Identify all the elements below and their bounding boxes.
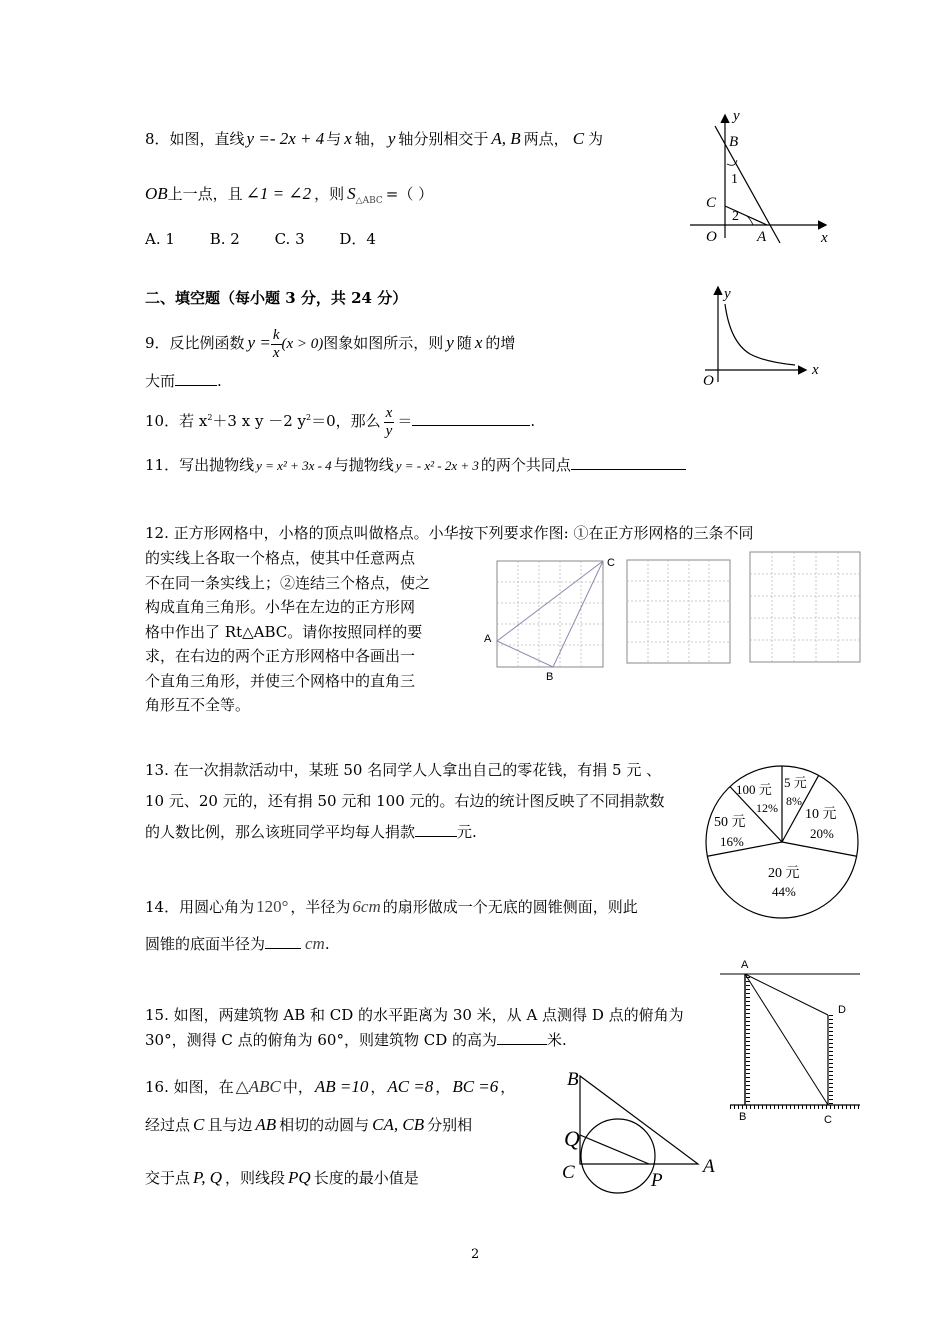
q15-line1: 15. 如图，两建筑物 AB 和 CD 的水平距离为 30 米，从 A 点测得 D 点的俯角为 xyxy=(145,1006,684,1024)
pie-label-100: 100 元 xyxy=(736,782,772,797)
q14-line2: 圆锥的底面半径为 cm. xyxy=(145,934,330,953)
q11: 11．写出抛物线 y = x² + 3x - 4 与抛物线 y = - x² - 2x + 3 的两个共同点 xyxy=(145,454,686,475)
q16-figure xyxy=(555,1062,730,1197)
pie-label-10: 10 元 xyxy=(805,807,837,822)
q8-fig-angle2: 2 xyxy=(732,209,739,224)
q16-line3: 交于点 P, Q ，则线段 PQ 长度的最小值是 xyxy=(145,1168,419,1187)
q8-fig-a: A xyxy=(757,229,767,245)
q12-grids xyxy=(480,550,875,685)
q8-option-d: D．4 xyxy=(339,230,376,248)
q9-fig-o: O xyxy=(703,373,714,389)
q8-fig-angle1: 1 xyxy=(731,172,738,187)
q11-answer-blank[interactable] xyxy=(571,469,686,470)
q9-line1: 9．反比例函数 y = $\frac{k}{x}$ (x > 0)图象如图所示，则 y 随 x 的增 xyxy=(145,326,516,361)
q12-grid-left xyxy=(484,557,615,683)
q12-body: 的实线上各取一个格点，使其中任意两点 不在同一条实线上；②连结三个格点，使之 构成直角三角形。小华在左边的正方形网 格中作出了 Rt△ABC。请你按照同样的要 求，在右边的两个正方形网格中各画出一 个直角三角形，并使三个网格中的直角三 角形互不全等。 xyxy=(145,549,431,714)
q15-line2: 30°，测得 C 点的俯角为 60°，则建筑物 CD 的高为 米. xyxy=(145,1031,567,1049)
pie-pct-5: 8% xyxy=(786,794,802,808)
q8-fig-x: x xyxy=(821,230,828,246)
q15-fig-d: D xyxy=(838,1004,846,1016)
q10-fraction: $\frac{x}{y}$ xyxy=(385,404,393,439)
q13-answer-blank[interactable] xyxy=(415,836,457,837)
q8-fig-b: B xyxy=(729,134,739,150)
q15-answer-blank[interactable] xyxy=(497,1044,547,1045)
q13-pie-chart xyxy=(700,760,865,925)
q9-fig-y: y xyxy=(724,286,731,302)
q8-line1: 8．如图，直线 y =- 2x + 4 与 x 轴， y 轴分别相交于 A, B 两点， C 为 xyxy=(145,129,604,148)
page-number: 2 xyxy=(471,1247,480,1262)
q15-fig-b: B xyxy=(739,1111,747,1123)
q15-fig-a: A xyxy=(741,959,749,971)
q8-option-a: A. 1 xyxy=(145,230,175,248)
q15-figure xyxy=(715,955,865,1130)
q8-figure xyxy=(685,108,845,248)
q8-line2: OB上一点，且 ∠1 = ∠2 ，则 $S_{\triangle ABC}$ =（ ） xyxy=(145,184,434,206)
q9-fig-x: x xyxy=(812,362,819,378)
q8-options xyxy=(145,228,376,249)
pie-label-50: 50 元 xyxy=(714,815,746,830)
q13-text: 13. 在一次捐款活动中，某班 50 名同学人人拿出自己的零花钱，有捐 5 元 、 10 元、20 元的，还有捐 50 元和 100 元的。右边的统计图反映了不同捐款数 的人数比例，那么该班同学平均每人捐款 元. xyxy=(145,761,665,841)
q16-fig-b: B xyxy=(567,1069,579,1090)
q12-fig-b: B xyxy=(546,671,554,683)
q15-fig-c: C xyxy=(824,1114,832,1126)
q12-fig-a: A xyxy=(484,633,492,645)
q9-answer-blank[interactable] xyxy=(175,385,217,386)
pie-pct-20: 44% xyxy=(772,884,796,899)
q16-fig-a: A xyxy=(703,1156,715,1177)
q10: 10．若 $x^2+3$ x y －2 $y^2=0$，那么 $\frac{x}{y}$ ＝ . xyxy=(145,404,536,439)
q16-fig-q: Q xyxy=(564,1126,580,1151)
q8-option-b: B. 2 xyxy=(209,230,240,248)
pie-pct-50: 16% xyxy=(720,834,744,849)
q8-fig-y: y xyxy=(733,108,740,124)
q9-figure xyxy=(700,282,830,392)
pie-label-5: 5 元 xyxy=(784,775,807,790)
q9-fraction: $\frac{k}{x}$ xyxy=(272,326,280,361)
q8-fig-o: O xyxy=(706,229,717,245)
section-2-title: 二、填空题（每小题 3 分，共 24 分） xyxy=(145,289,408,307)
q8-option-c: C. 3 xyxy=(274,230,305,248)
pie-boundary-3 xyxy=(707,842,782,856)
q12-grid-middle xyxy=(627,560,730,663)
q14-line1: 14．用圆心角为 120° ，半径为 6cm 的扇形做成一个无底的圆锥侧面，则此 xyxy=(145,897,638,916)
q16-fig-c: C xyxy=(562,1162,575,1183)
q16-line2: 经过点 C 且与边 AB 相切的动圆与 CA, CB 分别相 xyxy=(145,1115,473,1134)
q12-grid-right xyxy=(750,552,860,662)
q8-fig-c: C xyxy=(706,195,717,211)
q10-answer-blank[interactable] xyxy=(412,425,530,426)
pie-label-20: 20 元 xyxy=(768,866,800,881)
q16-fig-p: P xyxy=(651,1170,663,1191)
q12-line1: 12. 正方形网格中，小格的顶点叫做格点。小华按下列要求作图: ①在正方形网格的三条不同 xyxy=(145,524,754,542)
q14-answer-blank[interactable] xyxy=(265,948,301,949)
q12-fig-c: C xyxy=(607,557,615,569)
pie-pct-10: 20% xyxy=(810,826,834,841)
pie-pct-100: 12% xyxy=(756,801,778,815)
q9-line2: 大而 . xyxy=(145,372,222,390)
q16-line1: 16. 如图，在 △ABC 中， AB =10 ， AC =8 ， BC =6 ， xyxy=(145,1077,516,1096)
pie-boundary-2 xyxy=(782,842,857,856)
